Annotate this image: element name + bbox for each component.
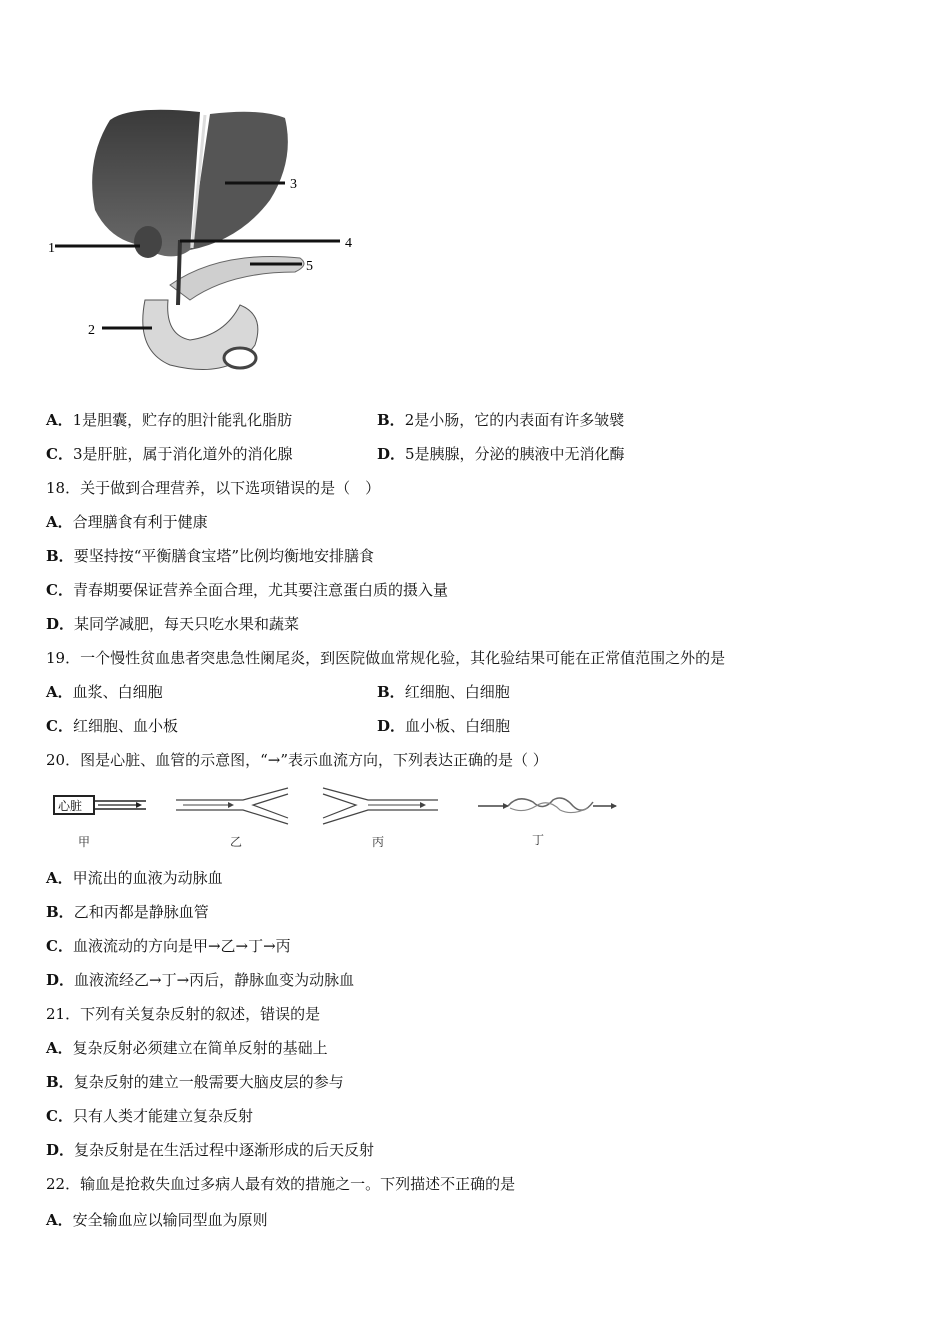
label-1: 1 (48, 241, 55, 256)
heart-vessel-diagram (48, 786, 628, 856)
q19-option-b: B．红细胞、白细胞 (377, 683, 510, 701)
caption-yi: 乙 (230, 835, 243, 849)
caption-bing: 丙 (372, 835, 385, 849)
heart-label: 心脏 (58, 799, 83, 813)
q21-option-b: B．复杂反射的建立一般需要大脑皮层的参与 (46, 1073, 344, 1091)
caption-jia: 甲 (78, 835, 91, 849)
q17-option-c: C．3是肝脏，属于消化道外的消化腺 (46, 445, 293, 463)
q20-option-a: A．甲流出的血液为动脉血 (46, 869, 223, 887)
label-5: 5 (306, 259, 313, 274)
label-2: 2 (88, 323, 95, 338)
q22-stem: 22．输血是抢救失血过多病人最有效的措施之一。下列描述不正确的是 (46, 1175, 516, 1193)
q18-option-d: D．某同学减肥，每天只吃水果和蔬菜 (46, 615, 300, 633)
q21-option-d: D．复杂反射是在生活过程中逐渐形成的后天反射 (46, 1141, 375, 1159)
q19-option-a: A．血浆、白细胞 (46, 683, 163, 701)
q20-stem: 20．图是心脏、血管的示意图，“→”表示血流方向，下列表达正确的是（ ） (46, 751, 548, 769)
q20-option-d: D．血液流经乙→丁→丙后，静脉血变为动脉血 (46, 971, 355, 989)
label-4: 4 (345, 236, 352, 251)
q21-option-a: A．复杂反射必须建立在简单反射的基础上 (46, 1039, 328, 1057)
q21-option-c: C．只有人类才能建立复杂反射 (46, 1107, 253, 1125)
q19-stem: 19．一个慢性贫血患者突患急性阑尾炎，到医院做血常规化验，其化验结果可能在正常值范围之外的是 (46, 649, 726, 667)
q20-option-c: C．血液流动的方向是甲→乙→丁→丙 (46, 937, 291, 955)
label-3: 3 (290, 177, 297, 192)
q20-option-b: B．乙和丙都是静脉血管 (46, 903, 209, 921)
q17-option-d: D．5是胰腺，分泌的胰液中无消化酶 (377, 445, 625, 463)
q18-stem: 18．关于做到合理营养，以下选项错误的是（ ） (46, 479, 381, 497)
q18-option-c: C．青春期要保证营养全面合理，尤其要注意蛋白质的摄入量 (46, 581, 448, 599)
q21-stem: 21．下列有关复杂反射的叙述，错误的是 (46, 1005, 321, 1023)
q19-option-c: C．红细胞、血小板 (46, 717, 178, 735)
q17-option-b: B．2是小肠，它的内表面有许多皱襞 (377, 411, 625, 429)
q22-option-a: A．安全输血应以输同型血为原则 (46, 1211, 268, 1229)
gallbladder (134, 226, 162, 258)
q17-option-a: A．1是胆囊，贮存的胆汁能乳化脂肪 (46, 411, 293, 429)
q19-option-d: D．血小板、白细胞 (377, 717, 511, 735)
caption-ding: 丁 (532, 833, 545, 847)
liver-diagram (40, 100, 370, 390)
q18-option-b: B．要坚持按“平衡膳食宝塔”比例均衡地安排膳食 (46, 547, 375, 565)
q18-option-a: A．合理膳食有利于健康 (46, 513, 208, 531)
